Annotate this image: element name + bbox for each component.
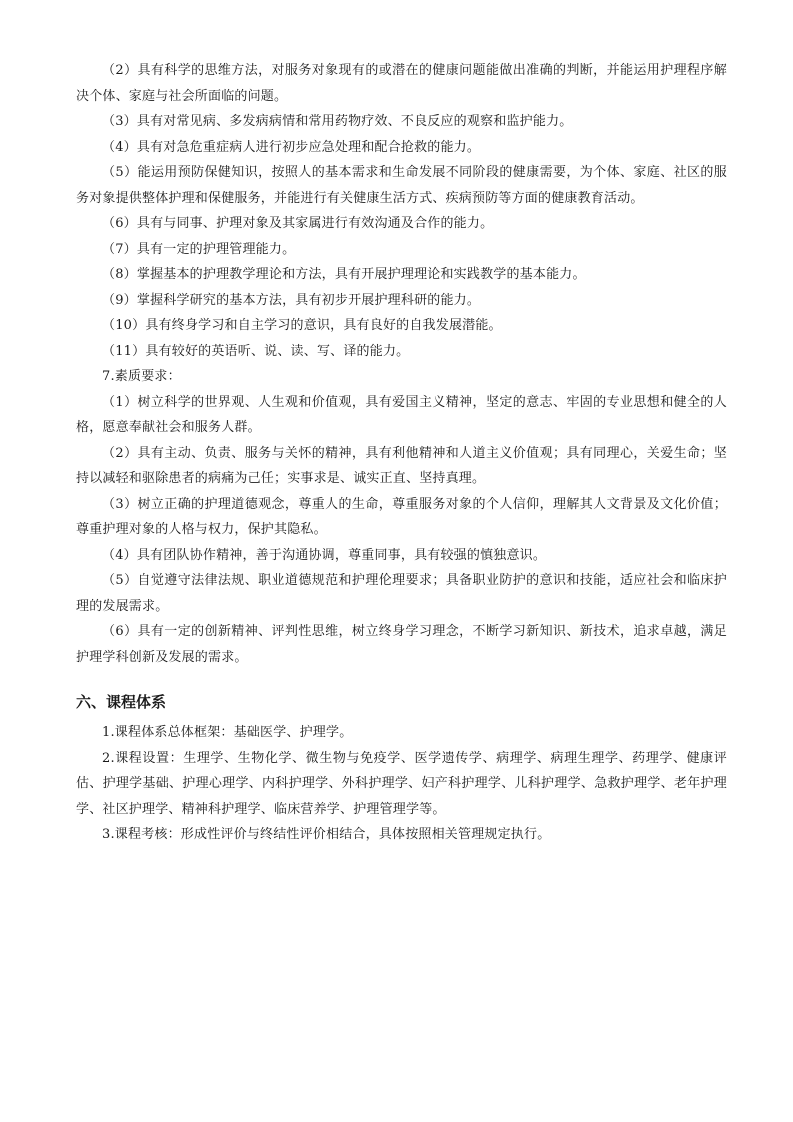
ability-item-6: （6）具有与同事、护理对象及其家属进行有效沟通及合作的能力。 (102, 216, 494, 231)
quality-requirements-title: 7.素质要求： (102, 369, 181, 384)
curriculum-framework: 1.课程体系总体框架：基础医学、护理学。 (102, 725, 353, 740)
quality-item-3: （3）树立正确的护理道德观念，尊重人的生命，尊重服务对象的个人信仰，理解其人文背景及文化价值；尊重护理对象的人格与权力，保护其隐私。 (76, 496, 727, 537)
ability-item-10: （10）具有终身学习和自主学习的意识，具有良好的自我发展潜能。 (102, 318, 502, 333)
page-content (76, 58, 727, 848)
quality-item-4: （4）具有团队协作精神，善于沟通协调，尊重同事，具有较强的慎独意识。 (102, 547, 547, 563)
curriculum-assessment: 3.课程考核：形成性评价与终结性评价相结合，具体按照相关管理规定执行。 (102, 827, 551, 842)
ability-item-5: （5）能运用预防保健知识，按照人的基本需求和生命发展不同阶段的健康需要，为个体、家庭、社区的服务对象提供整体护理和保健服务，并能进行有关健康生活方式、疾病预防等方面的健康教育活动。 (76, 165, 727, 206)
ability-item-11: （11）具有较好的英语听、说、读、写、译的能力。 (102, 343, 410, 359)
ability-item-8: （8）掌握基本的护理教学理论和方法，具有开展护理理论和实践教学的基本能力。 (102, 267, 586, 282)
ability-item-7: （7）具有一定的护理管理能力。 (102, 241, 296, 257)
ability-item-3: （3）具有对常见病、多发病病情和常用药物疗效、不良反应的观察和监护能力。 (102, 114, 573, 129)
curriculum-courses: 2.课程设置：生理学、生物化学、微生物与免疫学、医学遗传学、病理学、病理生理学、药理学、健康评估、护理学基础、护理心理学、内科护理学、外科护理学、妇产科护理学、儿科护理学、急救护理学、老年护理学、社区护理学、精神科护理学、临床营养学、护理管理学等。 (76, 750, 727, 817)
section-heading-curriculum: 六、课程体系 (76, 693, 167, 711)
quality-item-2: （2）具有主动、负责、服务与关怀的精神，具有利他精神和人道主义价值观；具有同理心，关爱生命；坚持以减轻和驱除患者的病痛为己任；实事求是、诚实正直、坚持真理。 (76, 445, 727, 486)
ability-item-9: （9）掌握科学研究的基本方法，具有初步开展护理科研的能力。 (102, 292, 481, 308)
quality-item-1: （1）树立科学的世界观、人生观和价值观，具有爱国主义精神，坚定的意志、牢固的专业思想和健全的人格，愿意奉献社会和服务人群。 (76, 394, 727, 435)
ability-item-4: （4）具有对急危重症病人进行初步应急处理和配合抢救的能力。 (102, 139, 481, 155)
ability-item-2: （2）具有科学的思维方法，对服务对象现有的或潜在的健康问题能做出准确的判断，并能运用护理程序解决个体、家庭与社会所面临的问题。 (76, 63, 727, 104)
quality-item-6: （6）具有一定的创新精神、评判性思维，树立终身学习理念，不断学习新知识、新技术，追求卓越，满足护理学科创新及发展的需求。 (76, 624, 727, 665)
quality-item-5: （5）自觉遵守法律法规、职业道德规范和护理伦理要求；具备职业防护的意识和技能，适应社会和临床护理的发展需求。 (76, 573, 727, 614)
